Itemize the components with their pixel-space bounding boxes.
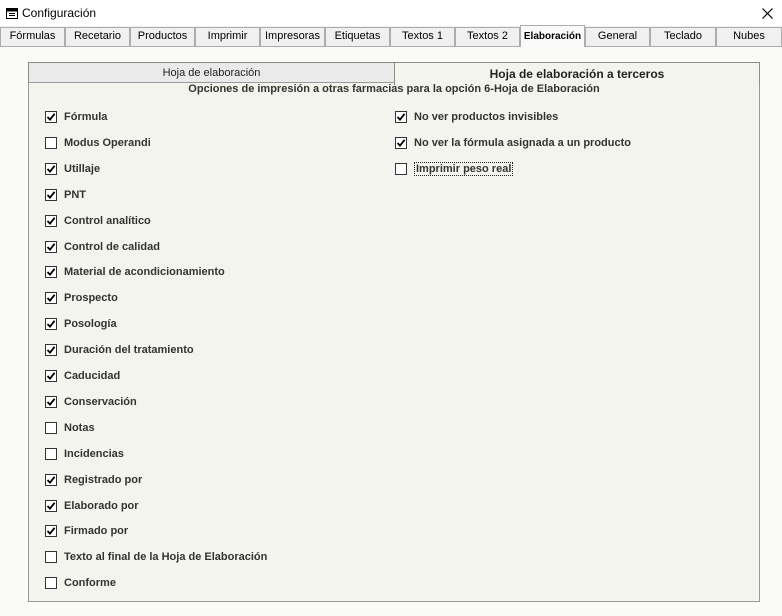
option-label: Incidencias — [64, 447, 124, 460]
checkbox[interactable] — [45, 448, 57, 460]
main-tab-strip — [0, 26, 782, 46]
option-label: Registrado por — [64, 473, 143, 486]
checkbox[interactable] — [45, 500, 57, 512]
check-icon — [46, 293, 56, 303]
option-prospecto[interactable] — [45, 290, 118, 306]
close-button[interactable] — [752, 0, 782, 26]
subtab-hoja-elaboracion[interactable]: Hoja de elaboración — [28, 62, 395, 83]
check-icon — [46, 371, 56, 381]
close-icon — [762, 8, 773, 19]
check-icon — [46, 242, 56, 252]
option-label: Texto al final de la Hoja de Elaboración — [64, 551, 268, 564]
option-utillaje[interactable] — [45, 161, 100, 177]
option-notas[interactable] — [45, 420, 95, 436]
tab-nubes[interactable]: Nubes — [716, 27, 782, 46]
option-label: Firmado por — [64, 525, 129, 538]
option-label: Utillaje — [64, 162, 101, 175]
check-icon — [46, 475, 56, 485]
option-label: Notas — [64, 421, 95, 434]
checkbox[interactable] — [45, 292, 57, 304]
tab-formulas[interactable]: Fórmulas — [0, 27, 65, 46]
option-pnt[interactable] — [45, 187, 86, 203]
checkbox[interactable] — [45, 422, 57, 434]
option-incidencias[interactable] — [45, 446, 124, 462]
check-icon — [46, 112, 56, 122]
check-icon — [46, 397, 56, 407]
tab-etiquetas[interactable]: Etiquetas — [325, 27, 390, 46]
checkbox[interactable] — [395, 137, 407, 149]
checkbox[interactable] — [45, 215, 57, 227]
tab-textos-2[interactable]: Textos 2 — [455, 27, 520, 46]
tab-teclado[interactable]: Teclado — [650, 27, 716, 46]
option-duracion-del-tratamiento[interactable] — [45, 342, 194, 358]
option-modus-operandi[interactable] — [45, 135, 151, 151]
checkbox[interactable] — [45, 318, 57, 330]
option-label: Imprimir peso real — [416, 163, 512, 175]
option-label: Caducidad — [64, 370, 121, 382]
option-label: Posología — [64, 318, 117, 331]
checkbox[interactable] — [45, 525, 57, 537]
checkbox[interactable] — [395, 163, 407, 175]
checkbox[interactable] — [45, 370, 57, 382]
option-label: Elaborado por — [64, 499, 139, 512]
option-label: Material de acondicionamiento — [64, 266, 225, 279]
checkbox[interactable] — [45, 189, 57, 201]
option-label: Control de calidad — [64, 240, 160, 253]
check-icon — [46, 526, 56, 536]
check-icon — [46, 164, 56, 174]
tab-elaboracion[interactable]: Elaboración — [520, 25, 585, 47]
option-control-de-calidad[interactable] — [45, 239, 160, 255]
checkbox[interactable] — [45, 137, 57, 149]
check-icon — [46, 501, 56, 511]
checkbox[interactable] — [45, 344, 57, 356]
check-icon — [396, 138, 406, 148]
title-bar — [0, 0, 782, 26]
option-label: Fórmula — [64, 111, 108, 123]
checkbox[interactable] — [45, 551, 57, 563]
check-icon — [46, 216, 56, 226]
option-label: Prospecto — [64, 292, 118, 305]
checkbox[interactable] — [45, 163, 57, 175]
tab-imprimir[interactable]: Imprimir — [195, 27, 260, 46]
option-label: Control analítico — [64, 214, 151, 227]
option-no-ver-la-formula-asignada-a-un-producto[interactable] — [395, 135, 631, 151]
checkbox[interactable] — [45, 111, 57, 123]
option-label: Conservación — [64, 395, 137, 408]
checkbox[interactable] — [395, 111, 407, 123]
section-title: Opciones de impresión a otras farmacias para la opción 6-Hoja de Elaboración — [188, 83, 600, 95]
option-label: Conforme — [64, 577, 116, 590]
window-title: Configuración — [22, 6, 97, 20]
option-label: No ver productos invisibles — [414, 111, 559, 123]
check-icon — [46, 190, 56, 200]
option-elaborado-por[interactable] — [45, 498, 139, 514]
option-firmado-por[interactable] — [45, 523, 128, 539]
option-conservacion[interactable] — [45, 394, 137, 410]
option-conforme[interactable] — [45, 575, 116, 591]
option-control-analitico[interactable] — [45, 213, 151, 229]
tab-impresoras[interactable]: Impresoras — [260, 27, 325, 46]
check-icon — [46, 345, 56, 355]
checkbox[interactable] — [45, 577, 57, 589]
option-imprimir-peso-real[interactable] — [395, 161, 513, 177]
tab-recetario[interactable]: Recetario — [65, 27, 130, 46]
option-registrado-por[interactable] — [45, 472, 142, 488]
option-label: Duración del tratamiento — [64, 344, 194, 357]
option-label: PNT — [64, 188, 86, 201]
checkbox[interactable] — [45, 396, 57, 408]
check-icon — [396, 112, 406, 122]
option-formula[interactable] — [45, 109, 107, 125]
checkbox[interactable] — [45, 241, 57, 253]
option-texto-al-final-de-la-hoja-de-elaboracion[interactable] — [45, 549, 267, 565]
checkbox[interactable] — [45, 266, 57, 278]
check-icon — [46, 319, 56, 329]
option-label: Modus Operandi — [64, 136, 151, 149]
tab-textos-1[interactable]: Textos 1 — [390, 27, 455, 46]
checkbox[interactable] — [45, 474, 57, 486]
app-icon — [6, 8, 18, 19]
option-label: No ver la fórmula asignada a un producto — [414, 137, 631, 149]
subtab-hoja-elaboracion-terceros[interactable]: Hoja de elaboración a terceros — [394, 62, 760, 85]
check-icon — [46, 267, 56, 277]
option-posologia[interactable] — [45, 316, 117, 332]
option-no-ver-productos-invisibles[interactable] — [395, 109, 558, 125]
option-material-de-acondicionamiento[interactable] — [45, 264, 225, 280]
tab-productos[interactable]: Productos — [130, 27, 195, 46]
tab-general[interactable]: General — [585, 27, 650, 46]
option-caducidad[interactable] — [45, 368, 120, 384]
